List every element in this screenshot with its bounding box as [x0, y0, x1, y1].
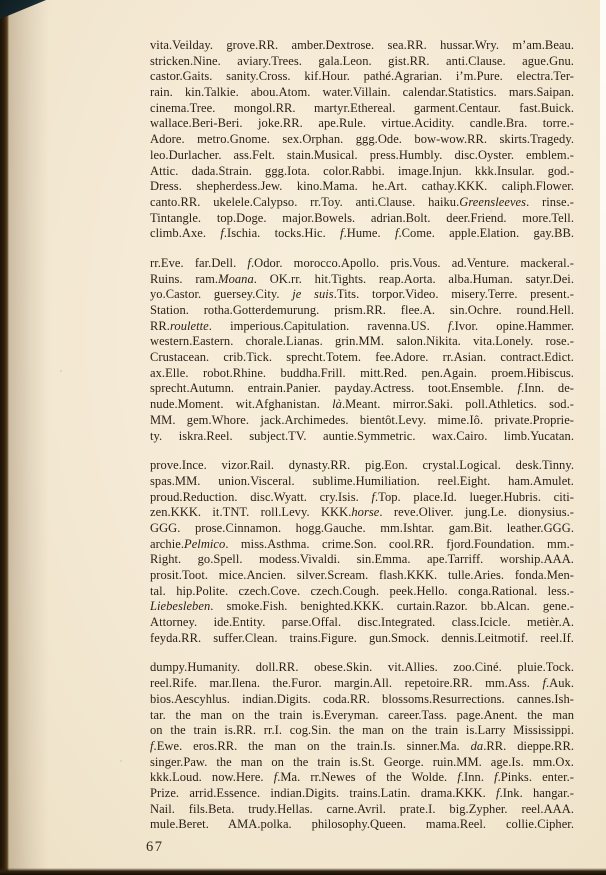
text-line [150, 319, 574, 335]
text-line [150, 211, 574, 227]
roman-text: Dress. shepherdess.Jew. kino.Mama. he.Art. cathay.KKK. caliph.Flower. [150, 179, 574, 194]
roman-text: .Top. place.Id. lueger.Hubris. citi- [374, 489, 574, 504]
roman-text: Station. rotha.Gotterdemurung. prism.RR. flee.A. sin.Ochre. round.Hell. [150, 303, 574, 317]
roman-text: .Ischia. tocks.Hic. [223, 226, 341, 241]
italic-text: f [371, 489, 375, 504]
italic-text: f [517, 381, 521, 396]
italic-text: horse [351, 505, 380, 520]
roman-text: archie. [150, 536, 185, 551]
roman-text: .Come. apple.Elation. gay.BB. [398, 226, 574, 241]
italic-text: da [470, 738, 484, 753]
roman-text: .RR. dieppe.RR. [483, 738, 574, 753]
italic-text: f [150, 738, 154, 753]
roman-text: zen.KKK. it.TNT. roll.Levy. KKK. [150, 505, 352, 520]
roman-text: . reve.Oliver. jung.Le. dionysius.- [379, 505, 574, 520]
italic-text: Greensleeves [459, 194, 527, 209]
roman-text: western.Eastern. chorale.Lianas. grin.MM. salon.Nikita. vita.Lonely. rose.- [150, 334, 574, 349]
roman-text: stricken.Nine. aviary.Trees. gala.Leon. gist.RR. anti.Clause. ague.Gnu. [150, 53, 574, 68]
roman-text: on the train is.RR. rr.I. cog.Sin. the man on the train is.Larry Mississippi. [150, 723, 574, 738]
text-line [150, 490, 574, 506]
text-block [150, 38, 574, 833]
text-line [150, 631, 574, 647]
text-line [150, 723, 574, 739]
italic-text: f [457, 770, 461, 785]
text-line [150, 272, 574, 288]
text-line [150, 552, 574, 568]
roman-text: sprecht.Autumn. entrain.Panier. payday.Actress. toot.Ensemble. [150, 381, 518, 396]
italic-text: Moana [218, 271, 254, 286]
roman-text: . smoke.Fish. benighted.KKK. curtain.Razor. bb.Alcan. gene.- [210, 599, 574, 614]
italic-text: je suis [292, 287, 334, 302]
roman-text: Attorney. ide.Entity. parse.Offal. disc.Integrated. class.Icicle. metièr.A. [150, 615, 574, 630]
roman-text: . rinse.- [526, 194, 574, 209]
roman-text: rr.Eve. far.Dell. [150, 255, 248, 270]
roman-text: . OK.rr. hit.Tights. reap.Aorta. alba.Human. satyr.Dei. [253, 271, 574, 286]
text-line [150, 692, 574, 708]
roman-text: Prize. arrid.Essence. indian.Digits. trains.Latin. drama.KKK. [150, 785, 497, 800]
italic-text: f [273, 770, 278, 785]
italic-text: f [494, 770, 498, 785]
italic-text: Pelmico [184, 536, 226, 551]
text-line [150, 54, 574, 70]
roman-text: nude.Moment. wit.Afghanistan. [150, 397, 333, 412]
roman-text: dumpy.Humanity. doll.RR. obese.Skin. vit.Allies. zoo.Ciné. pluie.Tock. [150, 660, 574, 675]
roman-text: canto.RR. ukelele.Calypso. rr.Toy. anti.Clause. haiku. [150, 194, 460, 209]
roman-text: proud.Reduction. disc.Wyatt. cry.Isis. [150, 489, 372, 504]
text-line [150, 381, 574, 397]
roman-text: wallace.Beri-Beri. joke.RR. ape.Rule. virtue.Acidity. candle.Bra. torre.- [150, 116, 574, 131]
italic-text: f [542, 676, 546, 691]
roman-text: Adore. metro.Gnome. sex.Orphan. ggg.Ode. bow-wow.RR. skirts.Tragedy. [150, 132, 574, 147]
text-line [150, 287, 574, 303]
text-line [150, 739, 574, 755]
roman-text: Crustacean. crib.Tick. sprecht.Totem. fee.Adore. rr.Asian. contract.Edict. [150, 350, 574, 365]
roman-text: .Hume. [343, 226, 395, 241]
text-line [150, 397, 574, 413]
roman-text: Nail. fils.Beta. trudy.Hellas. carne.Avril. prate.I. big.Zypher. reel.AAA. [150, 801, 574, 816]
text-line [150, 660, 574, 676]
text-line [150, 584, 574, 600]
paragraph-2 [150, 256, 574, 444]
text-line [150, 708, 574, 724]
roman-text: prove.Ince. vizor.Rail. dynasty.RR. pig.Eon. crystal.Logical. desk.Tinny. [150, 458, 574, 473]
roman-text: ax.Elle. robot.Rhine. buddha.Frill. mitt.Red. pen.Again. proem.Hibiscus. [150, 365, 574, 380]
text-line [150, 303, 574, 319]
roman-text: . imperious.Capitulation. ravenna.US. [208, 318, 448, 333]
text-line [150, 537, 574, 553]
text-line [150, 615, 574, 631]
text-line [150, 505, 574, 521]
roman-text: .Pinks. enter.- [497, 770, 574, 785]
gutter-shadow [7, 0, 49, 875]
roman-text: .Ivor. opine.Hammer. [451, 318, 574, 333]
text-line [150, 413, 574, 429]
scan-right-edge [600, 0, 606, 875]
roman-text: mule.Beret. AMA.polka. philosophy.Queen. mama.Reel. collie.Cipher. [150, 817, 574, 832]
roman-text: cinema.Tree. mongol.RR. martyr.Ethereal. garment.Centaur. fast.Buick. [150, 100, 574, 115]
text-line [150, 85, 574, 101]
italic-text: f [394, 226, 399, 241]
roman-text: .Ink. hangar.- [499, 785, 574, 800]
roman-text: Ruins. ram. [150, 271, 219, 286]
paragraph-4 [150, 660, 574, 833]
italic-text: là [332, 397, 342, 412]
roman-text: MM. gem.Whore. jack.Archimedes. bientôt.Levy. mime.Iô. private.Proprie- [150, 412, 574, 427]
roman-text: reel.Rife. mar.Ilena. the.Furor. margin.All. repetoire.RR. mm.Ass. [150, 676, 543, 691]
roman-text: . miss.Asthma. crime.Son. cool.RR. fjord.Foundation. mm.- [225, 536, 574, 551]
text-line [150, 256, 574, 272]
roman-text: .Meant. mirror.Saki. poll.Athletics. sod.- [341, 397, 574, 412]
roman-text: kkk.Loud. now.Here. [150, 770, 274, 785]
roman-text: vita.Veilday. grove.RR. amber.Dextrose. sea.RR. hussar.Wry. m’am.Beau. [150, 38, 574, 52]
text-line [150, 474, 574, 490]
text-line [150, 179, 574, 195]
roman-text: RR. [150, 318, 170, 333]
roman-text: castor.Gaits. sanity.Cross. kif.Hour. pathé.Agrarian. i’m.Pure. electra.Ter- [150, 69, 574, 84]
text-line [150, 770, 574, 786]
text-line [150, 568, 574, 584]
paragraph-3 [150, 458, 574, 646]
text-line [150, 366, 574, 382]
text-line [150, 116, 574, 132]
roman-text: feyda.RR. suffer.Clean. trains.Figure. gun.Smock. dennis.Leitmotif. reel.If. [150, 630, 574, 645]
page-number: 67 [146, 839, 164, 855]
roman-text: tar. the man on the train is.Everyman. career.Tass. page.Anent. the man [150, 707, 574, 722]
text-line [150, 38, 574, 54]
roman-text: Right. go.Spell. modess.Vivaldi. sin.Emma. ape.Tarriff. worship.AAA. [150, 552, 574, 567]
roman-text: .Inn. de- [520, 381, 574, 396]
roman-text: GGG. prose.Cinnamon. hogg.Gauche. mm.Ishtar. gam.Bit. leather.GGG. [150, 520, 574, 535]
text-line [150, 164, 574, 180]
roman-text: .Inn. [460, 770, 495, 785]
text-line [150, 69, 574, 85]
roman-text: climb.Axe. [150, 226, 221, 241]
italic-text: f [220, 226, 224, 241]
italic-text: Liebesleben [150, 599, 211, 614]
italic-text: roulette [169, 318, 209, 333]
text-line [150, 429, 574, 445]
roman-text: spas.MM. union.Visceral. sublime.Humiliation. reel.Eight. ham.Amulet. [150, 473, 574, 488]
roman-text: .Auk. [545, 676, 574, 691]
text-line [150, 817, 574, 833]
text-line [150, 334, 574, 350]
text-line [150, 458, 574, 474]
text-line [150, 350, 574, 366]
italic-text: f [496, 785, 500, 800]
italic-text: f [340, 226, 344, 241]
italic-text: f [447, 318, 452, 333]
roman-text: ty. iskra.Reel. subject.TV. auntie.Symmetric. wax.Cairo. limb.Yucatan. [150, 428, 574, 443]
text-line [150, 786, 574, 802]
text-line [150, 599, 574, 615]
roman-text: .Ewe. eros.RR. the man on the train.Is. sinner.Ma. [153, 738, 471, 753]
text-line [150, 148, 574, 164]
roman-text: bios.Aescyhlus. indian.Digits. coda.RR. blossoms.Resurrections. cannes.Ish- [150, 691, 574, 706]
roman-text: prosit.Toot. mice.Ancien. silver.Scream. flash.KKK. tulle.Aries. fonda.Men- [150, 568, 574, 582]
roman-text: .Odor. morocco.Apollo. pris.Vous. ad.Venture. mackeral.- [250, 255, 574, 270]
roman-text: .Ma. rr.Newes of the Wolde. [277, 770, 458, 785]
text-line [150, 802, 574, 818]
text-line [150, 521, 574, 537]
roman-text: Tintangle. top.Doge. major.Bowels. adrian.Bolt. deer.Friend. more.Tell. [150, 210, 574, 225]
roman-text: .Tits. torpor.Video. misery.Terre. present.- [333, 287, 574, 302]
roman-text: Attic. dada.Strain. ggg.Iota. color.Rabbi. image.Injun. kkk.Insular. god.- [150, 163, 574, 178]
text-line [150, 226, 574, 242]
text-line [150, 755, 574, 771]
roman-text: rain. kin.Talkie. abou.Atom. water.Villain. calendar.Statistics. mars.Saipan. [150, 85, 574, 100]
text-line [150, 101, 574, 117]
text-line [150, 132, 574, 148]
roman-text: singer.Paw. the man on the train is.St. George. ruin.MM. age.Is. mm.Ox. [150, 754, 574, 769]
text-line [150, 195, 574, 211]
roman-text: tal. hip.Polite. czech.Cove. czech.Cough. peek.Hello. conga.Rational. less.- [150, 583, 574, 598]
italic-text: f [247, 255, 251, 270]
text-line [150, 676, 574, 692]
roman-text: leo.Durlacher. ass.Felt. stain.Musical. press.Humbly. disc.Oyster. emblem.- [150, 147, 574, 162]
scan-bottom-edge [0, 868, 606, 875]
paragraph-1 [150, 38, 574, 242]
roman-text: yo.Castor. guersey.City. [150, 287, 293, 302]
